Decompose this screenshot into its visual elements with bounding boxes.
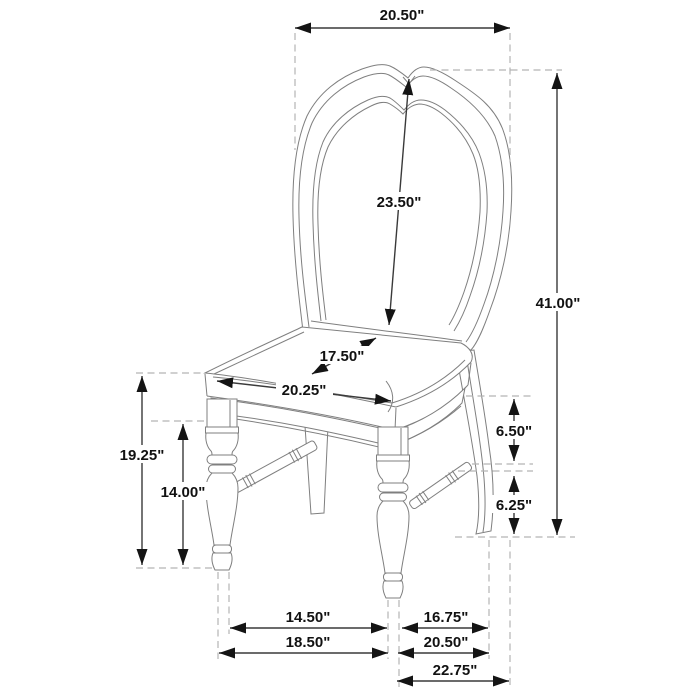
dim-overall-height — [529, 73, 586, 535]
dim-label-seat-depth: 17.50" — [319, 348, 365, 365]
dim-label-seat-to-stretcher: 6.50" — [495, 423, 533, 440]
front-right-leg — [377, 427, 410, 598]
dim-label-seat-front-width: 20.25" — [281, 382, 327, 399]
dim-overall-depth — [397, 662, 509, 681]
dim-label-leg-span-side-outer: 18.50" — [285, 634, 331, 651]
dim-leg-span-back-inner — [402, 609, 488, 628]
dim-label-seat-height: 19.25" — [119, 447, 165, 464]
dim-label-back-height: 23.50" — [376, 194, 422, 211]
dim-seat-to-stretcher — [491, 399, 538, 461]
dim-label-overall-height: 41.00" — [535, 295, 581, 312]
dim-label-front-leg-height: 14.00" — [160, 484, 206, 501]
right-stretcher — [408, 460, 474, 511]
dim-leg-span-back-outer — [398, 634, 489, 653]
chair-drawing — [205, 65, 512, 598]
chair-apron — [211, 388, 465, 449]
dim-label-leg-span-back-outer: 20.50" — [423, 634, 469, 651]
dim-label-leg-span-side-inner: 14.50" — [285, 609, 331, 626]
dim-label-overall-depth: 22.75" — [432, 662, 478, 679]
dim-stretcher-to-floor — [491, 476, 538, 534]
rear-right-leg — [456, 350, 493, 534]
dim-label-back-top-width: 20.50" — [379, 7, 425, 24]
rear-left-leg — [305, 426, 328, 514]
dim-back-top-width — [295, 7, 510, 28]
dim-label-stretcher-to-floor: 6.25" — [495, 497, 533, 514]
dim-leg-span-side-inner — [230, 609, 387, 628]
left-stretcher — [231, 439, 319, 495]
dim-seat-height — [114, 376, 171, 565]
dim-label-leg-span-back-inner: 16.75" — [423, 609, 469, 626]
dim-leg-span-side-outer — [219, 634, 388, 653]
